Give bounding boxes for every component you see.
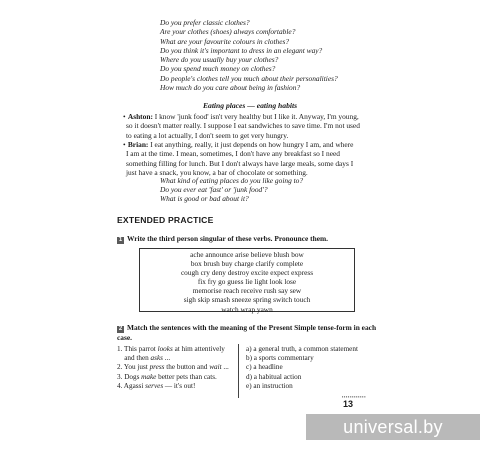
meaning-line: c) a headline	[246, 363, 283, 372]
verb-line: fix fry go guess lie light look lose	[197, 277, 297, 287]
paragraph-line: I am at the time. I mean, sometimes, I don't have any breakfast so I need	[126, 149, 340, 159]
meaning-line: d) a habitual action	[246, 372, 302, 381]
meaning-line: a) a general truth, a common statement	[246, 345, 358, 353]
task-instruction: Match the sentences with the meaning of the Present Simple tense-form in each case.	[117, 323, 377, 342]
verb-line: watch wrap yawn	[221, 304, 273, 314]
clothes-questions	[160, 18, 338, 92]
question-line: Do you think it's important to dress in an elegant way?	[160, 45, 323, 55]
page-number: 13	[343, 399, 354, 409]
bullet-icon: •	[123, 140, 126, 149]
task-instruction: Write the third person singular of these verbs. Pronounce them.	[127, 234, 328, 243]
paragraph-line: to eating a lot actually, I don't seem to get very hungry.	[126, 130, 289, 140]
verb-line: box brush buy charge clarify complete	[190, 259, 304, 269]
sentence-line: 4. Agassi serves — it's out!	[117, 381, 196, 390]
question-line: Do you spend much money on clothes?	[160, 64, 276, 74]
section-heading-eating: Eating places — eating habits	[202, 101, 298, 110]
verb-line: sigh skip smash sneeze spring switch touch	[183, 295, 311, 305]
eating-question: Do you ever eat 'fast' or 'junk food'?	[160, 185, 268, 194]
paragraph-line: just have a snack, you know, a bar of chocolate or something.	[126, 167, 308, 177]
meaning-line: b) a sports commentary	[246, 354, 314, 363]
task-number-badge: 2	[118, 326, 123, 332]
speaker-name: Ashton:	[127, 112, 153, 121]
watermark-banner: universal.by	[306, 414, 480, 440]
sentence-line: 2. You just press the button and wait ...	[117, 363, 229, 372]
question-line: Are your clothes (shoes) always comfortable?	[160, 27, 296, 37]
bullet-icon: •	[123, 112, 126, 121]
eating-question: What kind of eating places do you like going to?	[160, 176, 304, 185]
paragraph-line: so it doesn't matter really. I suppose I eat sandwiches to save time. I'm not used	[126, 121, 360, 131]
brian-paragraph	[123, 140, 370, 177]
meanings-column	[246, 345, 381, 391]
task-2	[117, 323, 379, 342]
task-1	[117, 234, 379, 244]
column-divider	[238, 344, 239, 398]
verb-line: memorise reach receive rush say sew	[192, 286, 302, 296]
extended-practice-title: EXTENDED PRACTICE	[117, 215, 214, 225]
sentence-line: and then asks ...	[122, 354, 171, 363]
sentences-column	[117, 345, 237, 391]
verb-box	[139, 248, 355, 312]
meaning-line: e) an instruction	[246, 381, 293, 390]
page-number-dots: ▪▪▪▪▪▪▪▪▪▪▪▪	[342, 394, 367, 399]
question-line: How much do you care about being in fashion?	[160, 83, 301, 93]
question-line: Where do you usually buy your clothes?	[160, 55, 279, 65]
verb-line: ache announce arise believe blush bow	[190, 250, 304, 259]
paragraph-line: something filling for lunch. But I don't always have large meals, some days I	[126, 158, 354, 168]
verb-line: cough cry deny destroy excite expect express	[180, 268, 314, 278]
ashton-paragraph	[123, 112, 370, 140]
sentence-line: 3. Dogs make better pets than cats.	[117, 372, 217, 381]
eating-question: What is good or bad about it?	[160, 194, 249, 203]
question-line: Do you prefer classic clothes?	[160, 18, 250, 27]
task-number-badge: 1	[118, 237, 123, 243]
paragraph-line: I know 'junk food' isn't very healthy but I like it. Anyway, I'm young,	[154, 112, 359, 121]
sentence-line: 1. This parrot looks at him attentively	[117, 345, 225, 353]
question-line: What are your favourite colours in clothes?	[160, 36, 290, 46]
paragraph-line: I eat anything, really, it just depends on how hungry I am, and where	[150, 140, 354, 149]
speaker-name: Brian:	[127, 140, 149, 149]
question-line: Do people's clothes tell you much about their personalities?	[160, 73, 338, 83]
